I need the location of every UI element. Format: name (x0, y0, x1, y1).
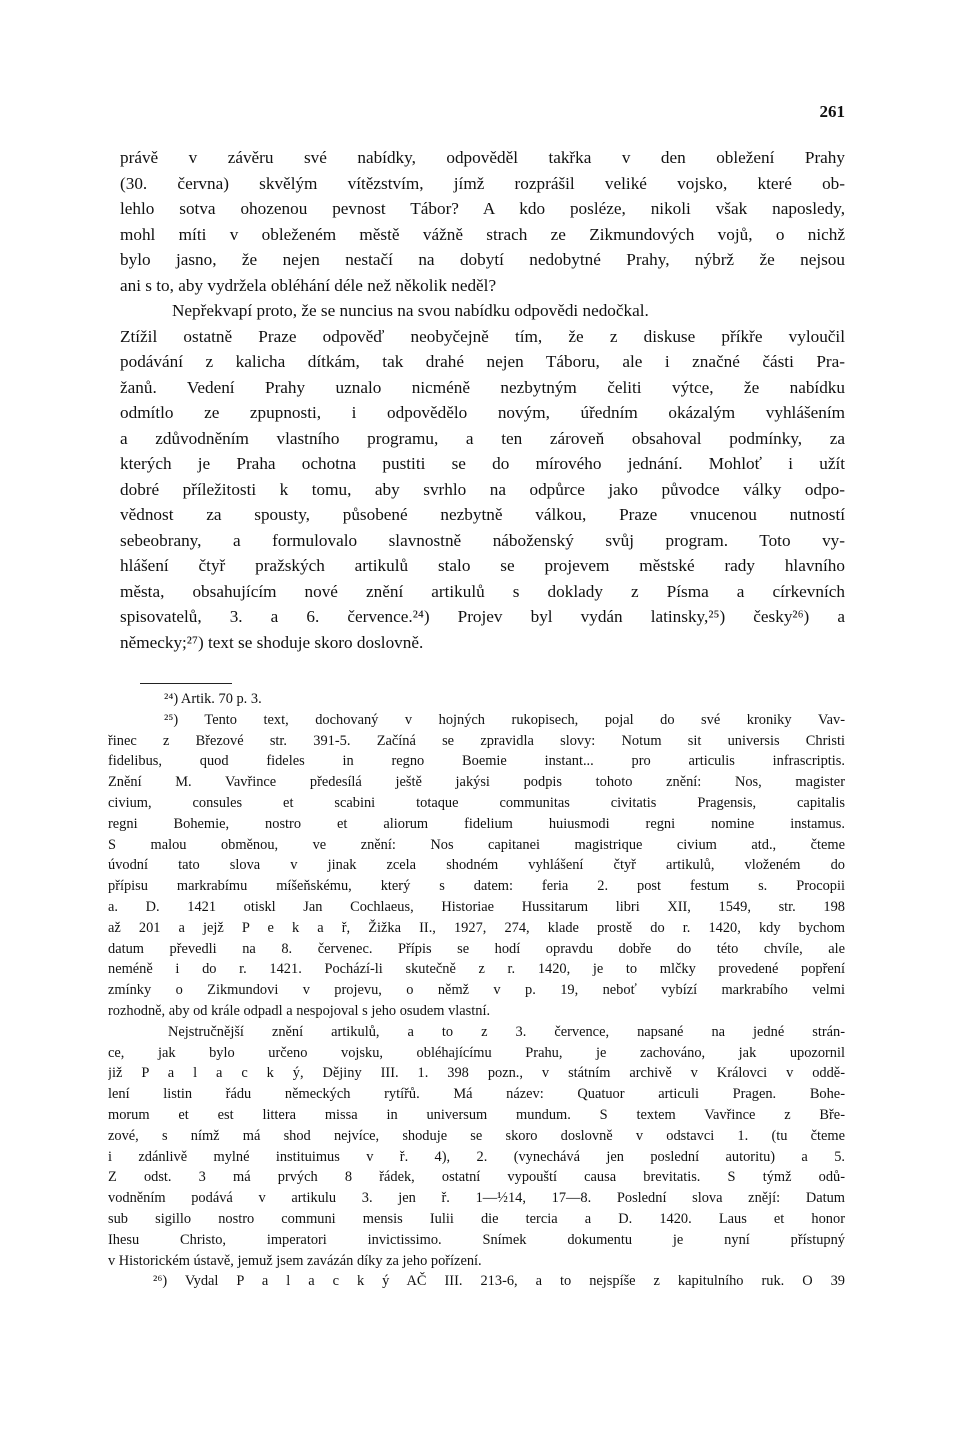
footnote-line: zmínky o Zikmundovi v projevu, o němž v p. 19, neboť vybízí markrabího velmi (108, 982, 845, 999)
footnote-line: sub sigillo nostro communi mensis Iulii die tercia a D. 1420. Laus et honor (108, 1210, 845, 1227)
footnote-line: Znění M. Vavřince předesílá ještě jakýsi podpis tohoto znění: Nos, magister (108, 774, 845, 791)
footnote-line: ce, jak bylo určeno vojsku, obléhajícímu Prahu, je zachováno, jak upozornil (108, 1044, 845, 1061)
text-line: odmítlo ze zpupnosti, i odpovědělo novým, úředním okázalým vyhlášením (120, 403, 845, 422)
text-line: (30. června) skvělým vítězstvím, jímž rozprášil veliké vojsko, které ob- (120, 173, 845, 193)
footnote-line: datum převedli na 8. červenec. Přípis se hodí opravdu dobře do této chvíle, ale (108, 940, 845, 957)
text-line: sebeobrany, a formulovalo slavnostně náboženský svůj program. Toto vy- (120, 530, 845, 550)
text-line: žanů. Vedení Prahy uznalo nicméně nezbytným čeliti výtce, že nabídku (120, 377, 845, 397)
footnote-line: přípisu markrabímu míšeňskému, který s datem: feria 2. post festum s. Procopii (108, 878, 845, 895)
text-line: vědnost za spousty, působené nezbytně válkou, Praze vnucenou nutností (120, 505, 845, 524)
text-line: ani s to, aby vydržela obléhání déle než několik neděl? (120, 275, 497, 295)
footnote-line: Ihesu Christo, imperatori invictissimo. Snímek dokumentu je nyní přístupný (108, 1231, 845, 1248)
footnote-24: ²⁴) Artik. 70 p. 3. (164, 691, 262, 707)
footnote-line: morum et est littera missa in universum mundum. S textem Vavřince z Bře- (108, 1106, 845, 1123)
footnote-line: Nejstručnější znění artikulů, a to z 3. července, napsané na jedné strán- (168, 1023, 845, 1040)
footnote-26: ²⁶) Vydal P a l a c k ý AČ III. 213-6, a to nejspíše z kapitulního ruk. O 39 (153, 1273, 845, 1290)
footnote-line: vodněním podává v artikulu 3. jen ř. 1—½14, 17—8. Poslední slova znějí: Datum (108, 1190, 845, 1207)
paragraph-start-line: Nepřekvapí proto, že se nuncius na svou nabídku odpovědi nedočkal. (172, 301, 649, 320)
footnote-line: i zdánlivě mylné instituimus v ř. 4), 2. (vynechává jen poslední autoritu) a 5. (108, 1148, 845, 1165)
footnote-line: Z odst. 3 má prvých 8 řádek, ostatní vypouští causa brevitatis. S týmž odů- (108, 1169, 845, 1186)
footnotes (108, 689, 845, 1292)
footnote-25: ²⁵) Tento text, dochovaný v hojných rukopisech, pojal do své kroniky Vav- (164, 711, 845, 728)
footnote-line: až 201 a jejž P e k a ř, Žižka II., 1927, 274, klade prostě do r. 1420, kdy bychom (108, 919, 845, 936)
text-line: hlášení čtyř pražských artikulů stalo se projevem městské rady hlavního (120, 556, 845, 575)
footnote-line: civium, consules et scabini totaque communitas civitatis Pragensis, capitalis (108, 794, 845, 811)
page-number: 261 (819, 102, 845, 121)
text-line: dobré příležitosti k tomu, aby svrhlo na odpůrce jako původce války odpo- (120, 479, 845, 499)
footnote-line: úvodní tato slova v jinak zcela shodném vyhlášení čtyř artikulů, vloženém do (108, 857, 845, 874)
main-text (120, 145, 845, 655)
footnote-line: S malou obměnou, ve znění: Nos capitanei magistrique civium atd., čteme (108, 836, 845, 853)
text-line: kterých je Praha ochotna pustiti se do mírového jednání. Mohloť i užít (120, 454, 845, 473)
text-line: německy;²⁷) text se shoduje skoro doslovně. (120, 632, 424, 652)
footnote-line: fidelibus, quod fideles in regno Boemie instant... pro articulis infrascriptis. (108, 753, 845, 770)
footnote-line: lení listin řádu německých rytířů. Má název: Quatuor articuli Pragen. Bohe- (108, 1086, 845, 1103)
text-line: spisovatelů, 3. a 6. července.²⁴) Projev byl vydán latinsky,²⁵) česky²⁶) a (120, 607, 845, 626)
footnote-line: již P a l a c k ý, Dějiny III. 1. 398 pozn., v státním archivě v Královci v oddě- (108, 1065, 845, 1082)
text-line: podávání z kalicha dítkám, tak drahé nejen Táboru, ale i značné části Pra- (120, 352, 845, 371)
footnote-line: regni Bohemie, nostro et aliorum fidelium huiusmodi regni nomine instamus. (108, 815, 845, 832)
text-line: bylo jasno, že nejen nestačí na dobytí nedobytné Prahy, nýbrž že nejsou (120, 250, 845, 269)
footnote-separator (140, 683, 232, 684)
footnote-line: v Historickém ústavě, jemuž jsem zavázán díky za jeho pořízení. (108, 1252, 482, 1269)
footnote-line: řinec z Březové str. 391-5. Začíná se zpravidla slovy: Notum sit universis Christi (108, 732, 845, 749)
text-line: Ztížil ostatně Praze odpověď neobyčejně tím, že z diskuse příkře vyloučil (120, 326, 845, 346)
text-line: mohl míti v obleženém městě vážně strach ze Zikmundových vojů, o nichž (120, 224, 845, 244)
footnote-line: neméně i do r. 1421. Pochází-li skutečně z r. 1420, je to mlčky provedené popření (108, 961, 845, 978)
footnote-line: rozhodně, aby od krále odpadl a nespojoval s jeho osudem vlastní. (108, 1002, 491, 1019)
footnote-line: zové, s nímž má shod nejvíce, shoduje se skoro doslovně v odstavci 1. (tu čteme (108, 1127, 845, 1144)
text-line: města, obsahujícím nové znění artikulů s doklady z Písma a církevních (120, 581, 845, 601)
text-line: právě v závěru své nabídky, odpověděl takřka v den obležení Prahy (120, 148, 845, 167)
text-line: lehlo sotva ohozenou pevnost Tábor? A kdo posléze, nikoli však naposledy, (120, 199, 845, 218)
text-line: a zdůvodněním vlastního programu, a ten zároveň obsahoval podmínky, za (120, 428, 845, 448)
footnote-line: a. D. 1421 otiskl Jan Cochlaeus, Historiae Hussitarum libri XII, 1549, str. 198 (108, 898, 845, 915)
